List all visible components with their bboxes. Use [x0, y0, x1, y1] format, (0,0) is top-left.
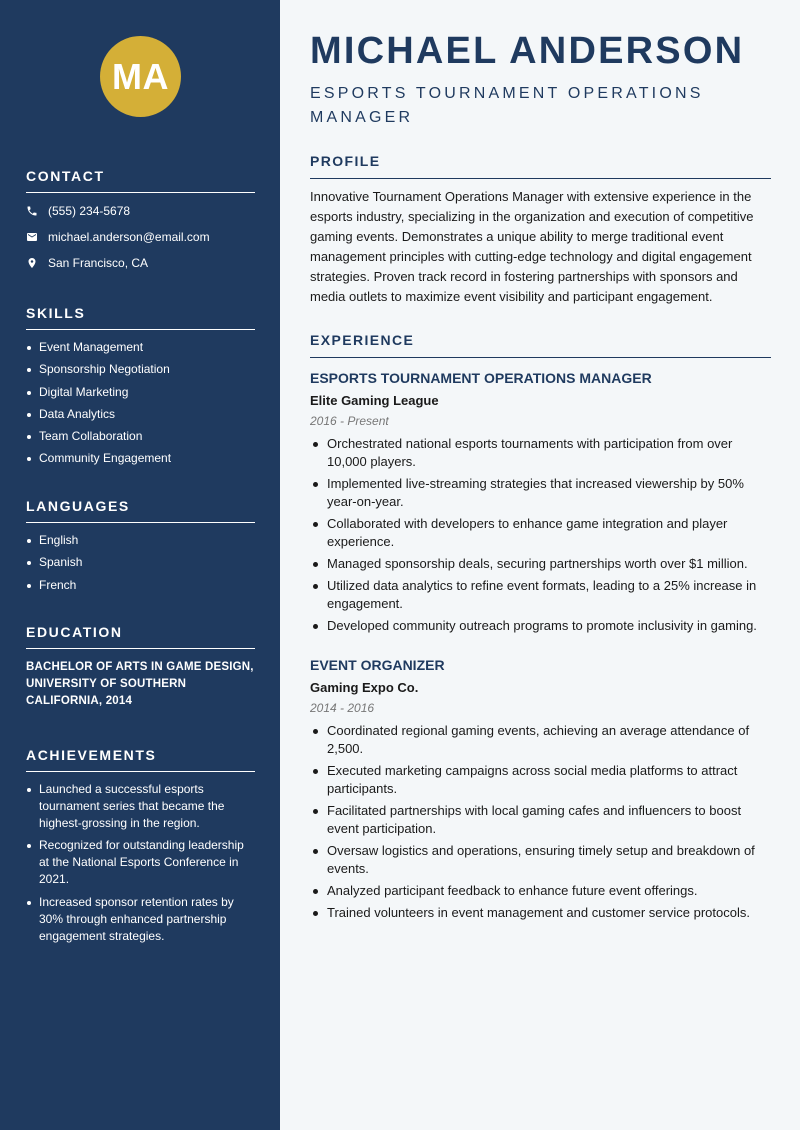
job-bullets: [310, 722, 771, 922]
contact-heading: CONTACT: [26, 168, 255, 193]
achievements-heading: ACHIEVEMENTS: [26, 747, 255, 772]
language-item: English: [26, 532, 255, 549]
job-bullet: Utilized data analytics to refine event formats, leading to a 25% increase in engagement.: [310, 577, 771, 613]
languages-section: [26, 498, 255, 599]
location-pin-icon: [26, 257, 38, 269]
job-bullet: Oversaw logistics and operations, ensuring timely setup and breakdown of events.: [310, 842, 771, 878]
language-item: French: [26, 577, 255, 594]
achievement-item: Increased sponsor retention rates by 30% through enhanced partnership engagement strategies.: [26, 894, 255, 945]
contact-phone: [26, 202, 255, 219]
achievement-item: Recognized for outstanding leadership at the National Esports Conference in 2021.: [26, 837, 255, 888]
job-entry: [310, 657, 771, 926]
contact-section: [26, 168, 255, 271]
location-text: San Francisco, CA: [48, 255, 149, 270]
language-item: Spanish: [26, 554, 255, 571]
job-bullet: Collaborated with developers to enhance game integration and player experience.: [310, 515, 771, 551]
candidate-name: MICHAEL ANDERSON: [310, 30, 745, 72]
job-bullet: Developed community outreach programs to promote inclusivity in gaming.: [310, 617, 771, 635]
job-bullet: Trained volunteers in event management and customer service protocols.: [310, 904, 771, 922]
job-bullet: Orchestrated national esports tournaments with participation from over 10,000 players.: [310, 435, 771, 471]
skills-list: [26, 339, 255, 467]
job-dates: 2014 - 2016: [310, 701, 375, 715]
education-degree: BACHELOR OF ARTS IN GAME DESIGN, UNIVERSITY OF SOUTHERN CALIFORNIA, 2014: [26, 661, 254, 707]
job-title: ESPORTS TOURNAMENT OPERATIONS MANAGER: [310, 370, 652, 386]
skill-item: Digital Marketing: [26, 384, 255, 401]
achievements-list: [26, 781, 255, 945]
phone-icon: [26, 205, 38, 217]
avatar: MA: [100, 36, 181, 117]
email-text: michael.anderson@email.com: [48, 229, 210, 244]
profile-summary: Innovative Tournament Operations Manager with extensive experience in the esports industry, specializing in the organization and execution of competitive gaming events. Demonstrates a unique ability to merge traditional event management principles with cutting-edge technology and digital engagement strategies. Proven track record in fostering partnerships with sponsors and media outlets to maximize event visibility and participant engagement.: [310, 189, 754, 304]
skill-item: Data Analytics: [26, 406, 255, 423]
job-dates: 2016 - Present: [310, 414, 389, 428]
sidebar: [0, 0, 280, 1130]
job-title-header: ESPORTS TOURNAMENT OPERATIONS MANAGER: [310, 85, 704, 126]
skills-heading: SKILLS: [26, 305, 255, 330]
phone-text: (555) 234-5678: [48, 203, 131, 218]
job-bullet: Executed marketing campaigns across social media platforms to attract participants.: [310, 762, 771, 798]
job-title: EVENT ORGANIZER: [310, 657, 445, 673]
job-bullets: [310, 435, 771, 635]
contact-location: [26, 254, 255, 271]
job-entry: [310, 370, 771, 639]
job-bullet: Analyzed participant feedback to enhance future event offerings.: [310, 882, 771, 900]
education-section: [26, 624, 255, 710]
skills-section: [26, 305, 255, 473]
job-company: Elite Gaming League: [310, 393, 439, 408]
job-bullet: Implemented live-streaming strategies that increased viewership by 50% year-on-year.: [310, 475, 771, 511]
skill-item: Event Management: [26, 339, 255, 356]
skill-item: Community Engagement: [26, 450, 255, 467]
email-icon: [26, 231, 38, 243]
profile-heading: PROFILE: [310, 153, 771, 179]
contact-email: [26, 228, 255, 245]
job-bullet: Coordinated regional gaming events, achieving an average attendance of 2,500.: [310, 722, 771, 758]
skill-item: Sponsorship Negotiation: [26, 361, 255, 378]
achievement-item: Launched a successful esports tournament series that became the highest-grossing in the region.: [26, 781, 255, 832]
languages-heading: LANGUAGES: [26, 498, 255, 523]
job-company: Gaming Expo Co.: [310, 680, 419, 695]
skill-item: Team Collaboration: [26, 428, 255, 445]
job-bullet: Managed sponsorship deals, securing partnerships worth over $1 million.: [310, 555, 771, 573]
experience-heading: EXPERIENCE: [310, 332, 771, 358]
achievements-section: [26, 747, 255, 950]
education-heading: EDUCATION: [26, 624, 255, 649]
job-bullet: Facilitated partnerships with local gaming cafes and influencers to boost event participation.: [310, 802, 771, 838]
languages-list: [26, 532, 255, 594]
